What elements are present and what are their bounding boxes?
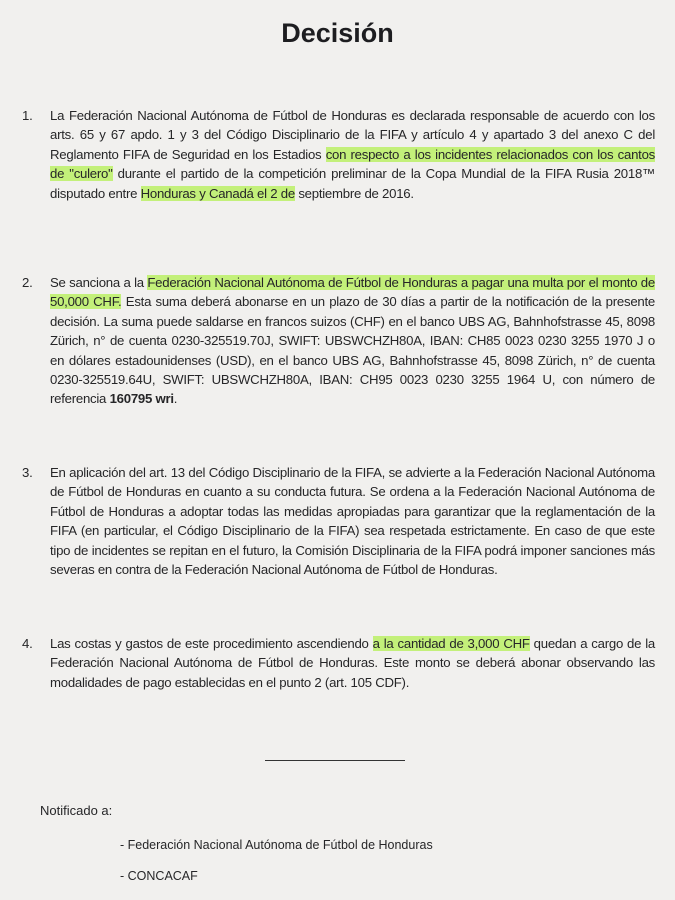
decision-item-2 xyxy=(22,273,655,409)
item-text xyxy=(50,106,655,203)
text-segment: La Federación Nacional Autónoma de Fútbol de Honduras es declarada responsable de acuerdo con los arts. 65 y 67 apdo. 1 y 3 del Código Disciplinario de la FIFA y artículo 4 y apartado 3 del anexo C del Reglamento FIFA de Seguridad en los Estadios xyxy=(50,108,655,162)
reference-number: 160795 wri xyxy=(109,391,174,407)
divider-line xyxy=(265,760,405,761)
item-number: 4. xyxy=(22,636,33,651)
text-segment: Las costas y gastos de este procedimiento ascendiendo xyxy=(50,636,373,651)
text-segment: quedan a cargo de la Federación Nacional Autónoma de Fútbol de Honduras. Este monto se deberá abonar observando las modalidades de pago establecidas en el punto 2 (art. 105 CDF). xyxy=(50,636,655,690)
notified-label: Notificado a: xyxy=(40,803,113,818)
decision-item-1 xyxy=(22,106,655,203)
decision-item-4 xyxy=(22,634,655,692)
highlighted-text: con respecto a los incidentes relacionados con los cantos de "culero" xyxy=(50,146,655,182)
item-text xyxy=(50,463,655,579)
decision-item-3 xyxy=(22,463,655,579)
text-segment: En aplicación del art. 13 del Código Disciplinario de la FIFA, se advierte a la Federación Nacional Autónoma de Fútbol de Honduras en cuanto a su conducta futura. Se ordena a la Federación Nacional Autónoma de Fútbol de Honduras a adoptar todas las medidas apropiadas para garantizar que la reglamentación de la FIFA (en particular, el Código Disciplinario de la FIFA) sea respetada estrictamente. En caso de que este tipo de incidentes se repitan en el futuro, la Comisión Disciplinaria de la FIFA podrá imponer sanciones más severas en contra de la Federación Nacional Autónoma de Fútbol de Honduras. xyxy=(50,465,655,578)
recipient-2: - CONCACAF xyxy=(120,869,198,883)
item-number: 2. xyxy=(22,275,33,290)
recipient-1: - Federación Nacional Autónoma de Fútbol de Honduras xyxy=(120,838,433,852)
item-number: 3. xyxy=(22,465,33,480)
highlighted-text: a la cantidad de 3,000 CHF xyxy=(372,636,530,651)
item-text xyxy=(50,273,655,409)
text-segment: septiembre de 2016. xyxy=(294,185,414,201)
text-segment: Esta suma deberá abonarse en un plazo de 30 días a partir de la notificación de la presente decisión. La suma puede saldarse en francos suizos (CHF) en el banco UBS AG, Bahnhofstrasse 45, 8098 Zürich, n° de cuenta 0230-325519.70J, SWIFT: UBSWCHZH80A, IBAN: CH85 0023 0230 3255 1970 J o en dólares estadounidenses (USD), en el banco UBS AG, Bahnhofstrasse 45, 8098 Zürich, n° de cuenta 0230-325519.64U, SWIFT: UBSWCHZH80A, IBAN: CH95 0023 0230 3255 1964 U, con número de referencia xyxy=(50,294,655,407)
text-segment: durante el partido de la competición preliminar de la Copa Mundial de la FIFA Rusia 2018™ disputado entre xyxy=(50,166,655,201)
text-segment: . xyxy=(173,391,178,407)
item-number: 1. xyxy=(22,108,33,123)
item-text xyxy=(50,634,655,692)
highlighted-text: Honduras y Canadá el 2 de xyxy=(140,185,295,201)
text-segment: Se sanciona a la xyxy=(50,275,148,290)
highlighted-text: Federación Nacional Autónoma de Fútbol de Honduras a pagar una multa por el monto de 50,000 CHF. xyxy=(50,275,655,310)
page-title: Decisión xyxy=(281,18,394,48)
